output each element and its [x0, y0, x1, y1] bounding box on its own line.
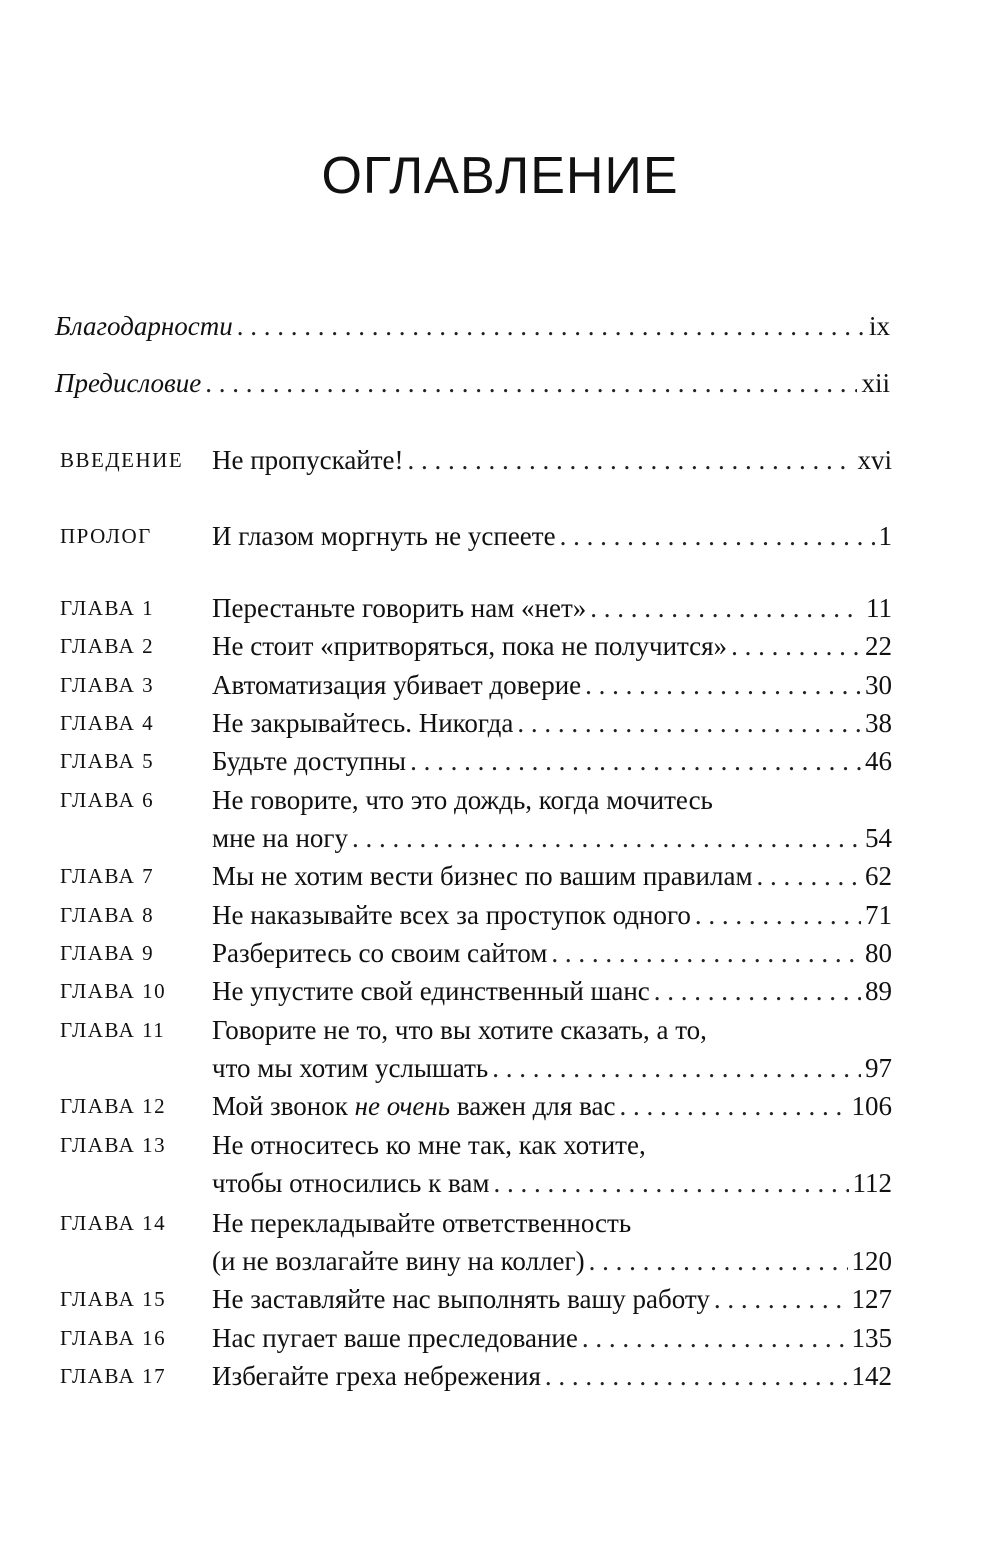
page-number: 22	[865, 631, 892, 661]
leader-dots	[410, 743, 861, 779]
page-number: 135	[851, 1323, 892, 1353]
page-number: 54	[865, 823, 892, 853]
page-number: 120	[851, 1246, 892, 1276]
entry-title: Будьте доступны	[212, 746, 407, 776]
leader-dots	[492, 1050, 861, 1086]
leader-dots	[619, 1088, 847, 1124]
leader-dots	[408, 442, 854, 478]
chapter-label: ГЛАВА 15	[60, 1287, 167, 1311]
leader-dots	[589, 1243, 848, 1279]
entry-title: Не заставляйте нас выполнять вашу работу	[212, 1284, 710, 1314]
chapter-label: ГЛАВА 2	[60, 634, 155, 658]
entry-title-line2: чтобы относились к вам	[212, 1168, 490, 1198]
entry-title-part1: Мой звонок	[212, 1091, 355, 1121]
leader-dots	[237, 308, 865, 344]
page-number: 30	[865, 670, 892, 700]
chapter-label: ГЛАВА 7	[60, 864, 155, 888]
leader-dots	[493, 1165, 848, 1201]
leader-dots	[517, 705, 861, 741]
entry-title: Не наказывайте всех за проступок одного	[212, 900, 691, 930]
page-number: 97	[865, 1053, 892, 1083]
chapter-label: ГЛАВА 12	[60, 1094, 167, 1118]
chapter-label: ГЛАВА 5	[60, 749, 155, 773]
chapter-label: ГЛАВА 11	[60, 1018, 166, 1042]
page-number: ix	[868, 311, 890, 341]
page-number: 38	[865, 708, 892, 738]
chapter-label: ГЛАВА 10	[60, 979, 167, 1003]
page-number: xii	[861, 368, 890, 398]
leader-dots	[731, 628, 861, 664]
page-number: 80	[865, 938, 892, 968]
entry-title: И глазом моргнуть не успеете	[212, 521, 556, 551]
leader-dots	[590, 590, 862, 626]
entry-title: Мы не хотим вести бизнес по вашим правилам	[212, 861, 753, 891]
page-number: 71	[865, 900, 892, 930]
entry-title-emphasis: не очень	[354, 1091, 451, 1121]
entry-title: Благодарности	[55, 311, 233, 341]
leader-dots	[545, 1358, 848, 1394]
entry-title-line1: Не перекладывайте ответственность	[212, 1208, 632, 1238]
leader-dots	[757, 858, 861, 894]
chapter-label: ГЛАВА 16	[60, 1326, 167, 1350]
entry-title-line2: (и не возлагайте вину на коллег)	[212, 1246, 585, 1276]
chapter-label: ГЛАВА 13	[60, 1133, 167, 1157]
leader-dots	[695, 897, 861, 933]
leader-dots	[205, 365, 857, 401]
chapter-label: ГЛАВА 9	[60, 941, 155, 965]
entry-title-line1: Не относитесь ко мне так, как хотите,	[212, 1130, 646, 1160]
entry-title-line1: Не говорите, что это дождь, когда мочитесь	[212, 785, 713, 815]
leader-dots	[551, 935, 861, 971]
chapter-label: ГЛАВА 6	[60, 788, 155, 812]
entry-title: Предисловие	[55, 368, 202, 398]
chapter-label: ГЛАВА 3	[60, 673, 155, 697]
page-number: 112	[852, 1168, 892, 1198]
entry-title	[212, 1088, 615, 1124]
section-label: ПРОЛОГ	[60, 524, 152, 548]
leader-dots	[560, 518, 875, 554]
leader-dots	[585, 667, 861, 703]
entry-title-part2: важен для вас	[450, 1091, 616, 1121]
entry-title: Разберитесь со своим сайтом	[212, 938, 548, 968]
chapter-label: ГЛАВА 8	[60, 903, 155, 927]
chapter-label: ГЛАВА 1	[60, 596, 155, 620]
section-label: ВВЕДЕНИЕ	[60, 448, 184, 472]
entry-title: Автоматизация убивает доверие	[212, 670, 582, 700]
entry-title: Нас пугает ваше преследование	[212, 1323, 578, 1353]
leader-dots	[352, 820, 861, 856]
chapter-label: ГЛАВА 14	[60, 1211, 167, 1235]
entry-title: Не пропускайте!	[212, 445, 404, 475]
leader-dots	[654, 973, 861, 1009]
page-number: 89	[865, 976, 892, 1006]
entry-title-line1: Говорите не то, что вы хотите сказать, а то,	[212, 1015, 707, 1045]
entry-title: Не упустите свой единственный шанс	[212, 976, 650, 1006]
page-number: 62	[865, 861, 892, 891]
entry-title: Не закрывайтесь. Никогда	[212, 708, 514, 738]
entry-title: Перестаньте говорить нам «нет»	[212, 593, 587, 623]
leader-dots	[714, 1281, 848, 1317]
entry-title-line2: мне на ногу	[212, 823, 348, 853]
page-number: 127	[851, 1284, 892, 1314]
entry-title: Избегайте греха небрежения	[212, 1361, 541, 1391]
entry-title: Не стоит «притворяться, пока не получится»	[212, 631, 728, 661]
page-number: 106	[851, 1091, 892, 1121]
page-number: 46	[865, 746, 892, 776]
page-title: ОГЛАВЛЕНИЕ	[321, 147, 679, 205]
chapter-label: ГЛАВА 4	[60, 711, 155, 735]
chapter-label: ГЛАВА 17	[60, 1364, 167, 1388]
page-number: 142	[851, 1361, 892, 1391]
page-number: xvi	[857, 445, 892, 475]
page-number: 1	[878, 521, 892, 551]
page-number: 11	[866, 593, 892, 623]
entry-title-line2: что мы хотим услышать	[212, 1053, 489, 1083]
leader-dots	[582, 1320, 848, 1356]
